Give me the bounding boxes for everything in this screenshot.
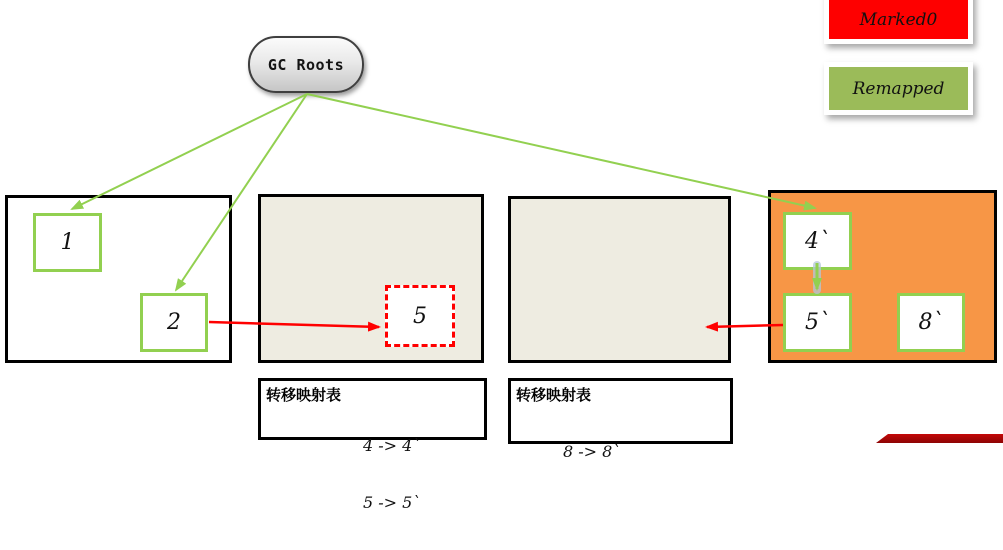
legend-marked0-swatch bbox=[829, 0, 968, 39]
table-entry: 5 -> 5` bbox=[363, 493, 421, 512]
forwarding-table-1-title: 转移映射表 bbox=[266, 386, 342, 404]
heap-region-3 bbox=[508, 196, 731, 363]
forwarding-table-1 bbox=[258, 378, 487, 512]
legend-remapped bbox=[824, 62, 973, 115]
gc-roots-node bbox=[248, 36, 364, 93]
heap-region-1 bbox=[5, 195, 232, 363]
object-2-label: 2 bbox=[167, 310, 181, 335]
object-2 bbox=[140, 293, 208, 352]
object-5-prime bbox=[783, 293, 852, 352]
legend-remapped-label: Remapped bbox=[852, 78, 945, 99]
gc-roots-label: GC Roots bbox=[267, 55, 345, 74]
heap-region-2 bbox=[258, 194, 484, 363]
table-entry: 4 -> 4` bbox=[363, 436, 421, 455]
object-1-label: 1 bbox=[60, 230, 75, 255]
forwarding-table-1-entries bbox=[363, 398, 420, 550]
object-5-label: 5 bbox=[413, 303, 427, 329]
arrow-gcroots-to-object-1 bbox=[72, 94, 307, 209]
forwarding-table-2-title: 转移映射表 bbox=[516, 386, 592, 404]
object-8-prime bbox=[897, 293, 965, 352]
partial-red-banner bbox=[876, 434, 1003, 443]
legend-marked0 bbox=[824, 0, 973, 44]
arrow-gcroots-to-object-4-prime bbox=[307, 94, 815, 208]
heap-region-4 bbox=[768, 190, 997, 363]
forwarding-table-2 bbox=[508, 378, 733, 461]
object-5-prime-label: 5` bbox=[805, 310, 830, 335]
legend-marked0-label: Marked0 bbox=[859, 10, 938, 30]
object-8-prime-label: 8` bbox=[918, 310, 944, 335]
object-4-prime-label: 4` bbox=[805, 228, 830, 254]
forwarding-table-2-entries bbox=[563, 404, 620, 499]
object-1 bbox=[33, 213, 102, 272]
object-5-old-dashed bbox=[385, 285, 455, 347]
object-4-prime bbox=[783, 212, 852, 270]
legend-remapped-swatch bbox=[829, 67, 968, 110]
table-entry: 8 -> 8` bbox=[563, 442, 621, 461]
